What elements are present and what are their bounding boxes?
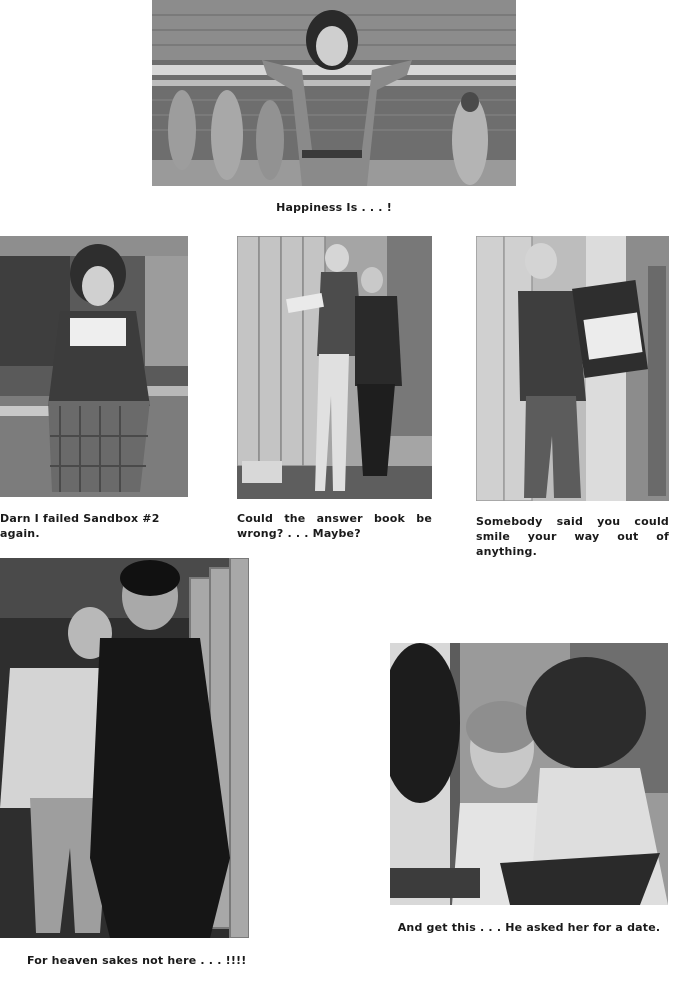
- caption-sandbox: Darn I failed Sandbox #2 again.: [0, 512, 160, 540]
- caption-date: And get this . . . He asked her for a date.: [397, 921, 661, 934]
- photo-smiling-boy: [476, 236, 669, 501]
- caption-smile: Somebody said you could smile your way out of anything.: [476, 515, 669, 558]
- photo-barre-girl: [152, 0, 516, 186]
- caption-answer-book: Could the answer book be wrong? . . . Maybe?: [237, 512, 432, 540]
- caption-happiness: Happiness Is . . . !: [276, 201, 392, 214]
- photo-hallway-boys: [0, 558, 249, 938]
- photo-girls-talking: [390, 643, 668, 905]
- photo-boys-lockers: [237, 236, 432, 499]
- photo-girl-with-book: [0, 236, 188, 497]
- caption-heaven-sakes: For heaven sakes not here . . . !!!!: [27, 954, 247, 967]
